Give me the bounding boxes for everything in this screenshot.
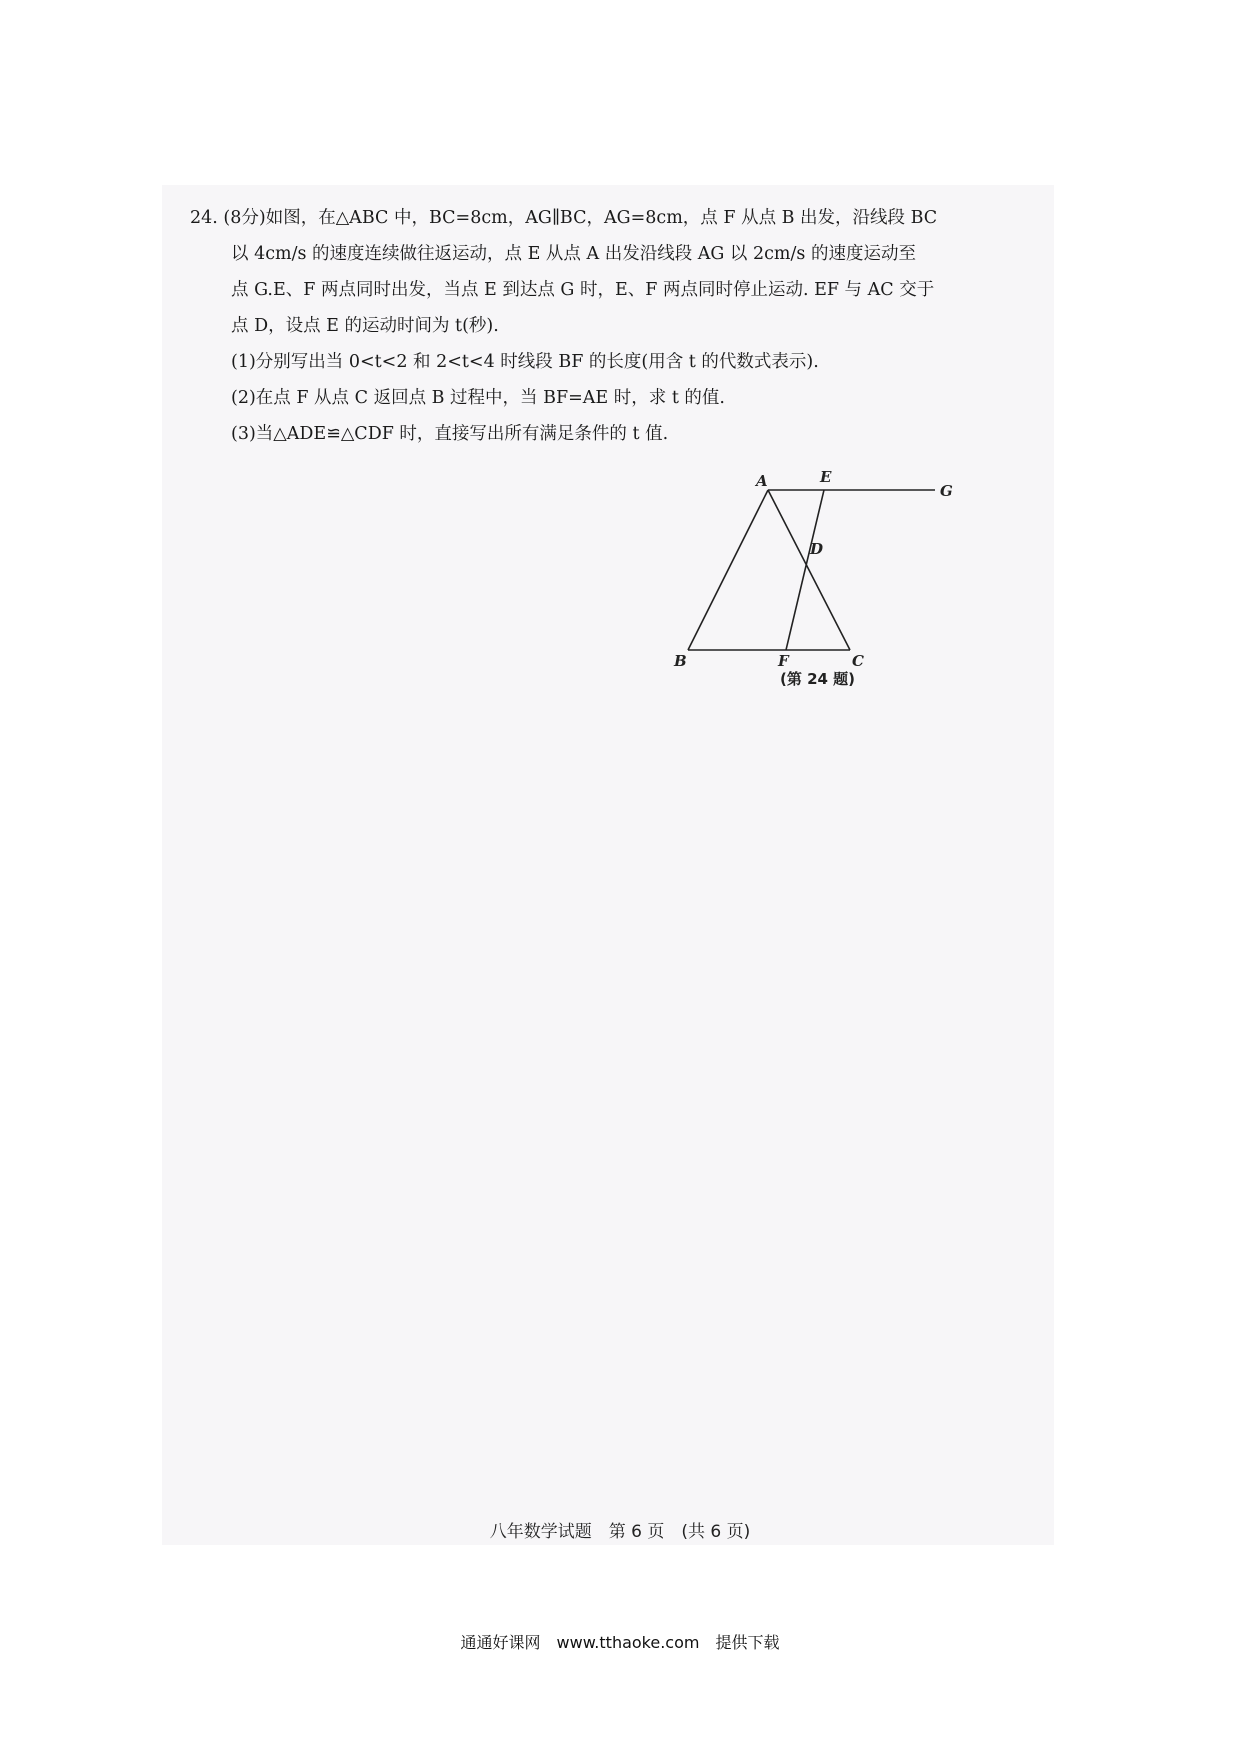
segment-ab [688,490,768,650]
stem-line-2: 以 4cm/s 的速度连续做往返运动，点 E 从点 A 出发沿线段 AG 以 2cm/s 的速度运动至 [231,244,916,264]
sub-question-2: (2)在点 F 从点 C 返回点 B 过程中，当 BF=AE 时，求 t 的值. [231,388,725,408]
label-a: A [756,472,768,490]
label-d: D [810,540,824,558]
problem-score: (8分) [223,208,266,228]
label-f: F [778,652,789,670]
sub-question-1: (1)分别写出当 0<t<2 和 2<t<4 时线段 BF 的长度(用含 t 的代数式表示). [231,352,819,372]
figure-caption: (第 24 题) [780,670,856,688]
page-footer: 八年数学试题 第 6 页 (共 6 页) [489,1522,751,1542]
segment-ef [786,490,824,650]
stem-line-1: 如图，在△ABC 中，BC=8cm，AG∥BC，AG=8cm，点 F 从点 B 出发，沿线段 BC [265,208,938,228]
label-g: G [940,482,953,500]
geometry-figure [660,470,970,700]
stem-line-3: 点 G.E、F 两点同时出发，当点 E 到达点 G 时，E、F 两点同时停止运动. EF 与 AC 交于 [231,280,935,300]
stem-line-4: 点 D，设点 E 的运动时间为 t(秒). [231,316,499,336]
problem-number: 24. [190,208,218,228]
label-b: B [674,652,687,670]
label-e: E [820,470,832,486]
problem-24 [190,200,1030,452]
label-c: C [852,652,864,670]
segment-ac [768,490,850,650]
site-credit: 通通好课网 www.tthaoke.com 提供下载 [460,1633,780,1652]
sub-question-3: (3)当△ADE≌△CDF 时，直接写出所有满足条件的 t 值. [231,424,669,444]
problem-stem [190,200,1030,344]
figure-diagram [660,470,970,670]
